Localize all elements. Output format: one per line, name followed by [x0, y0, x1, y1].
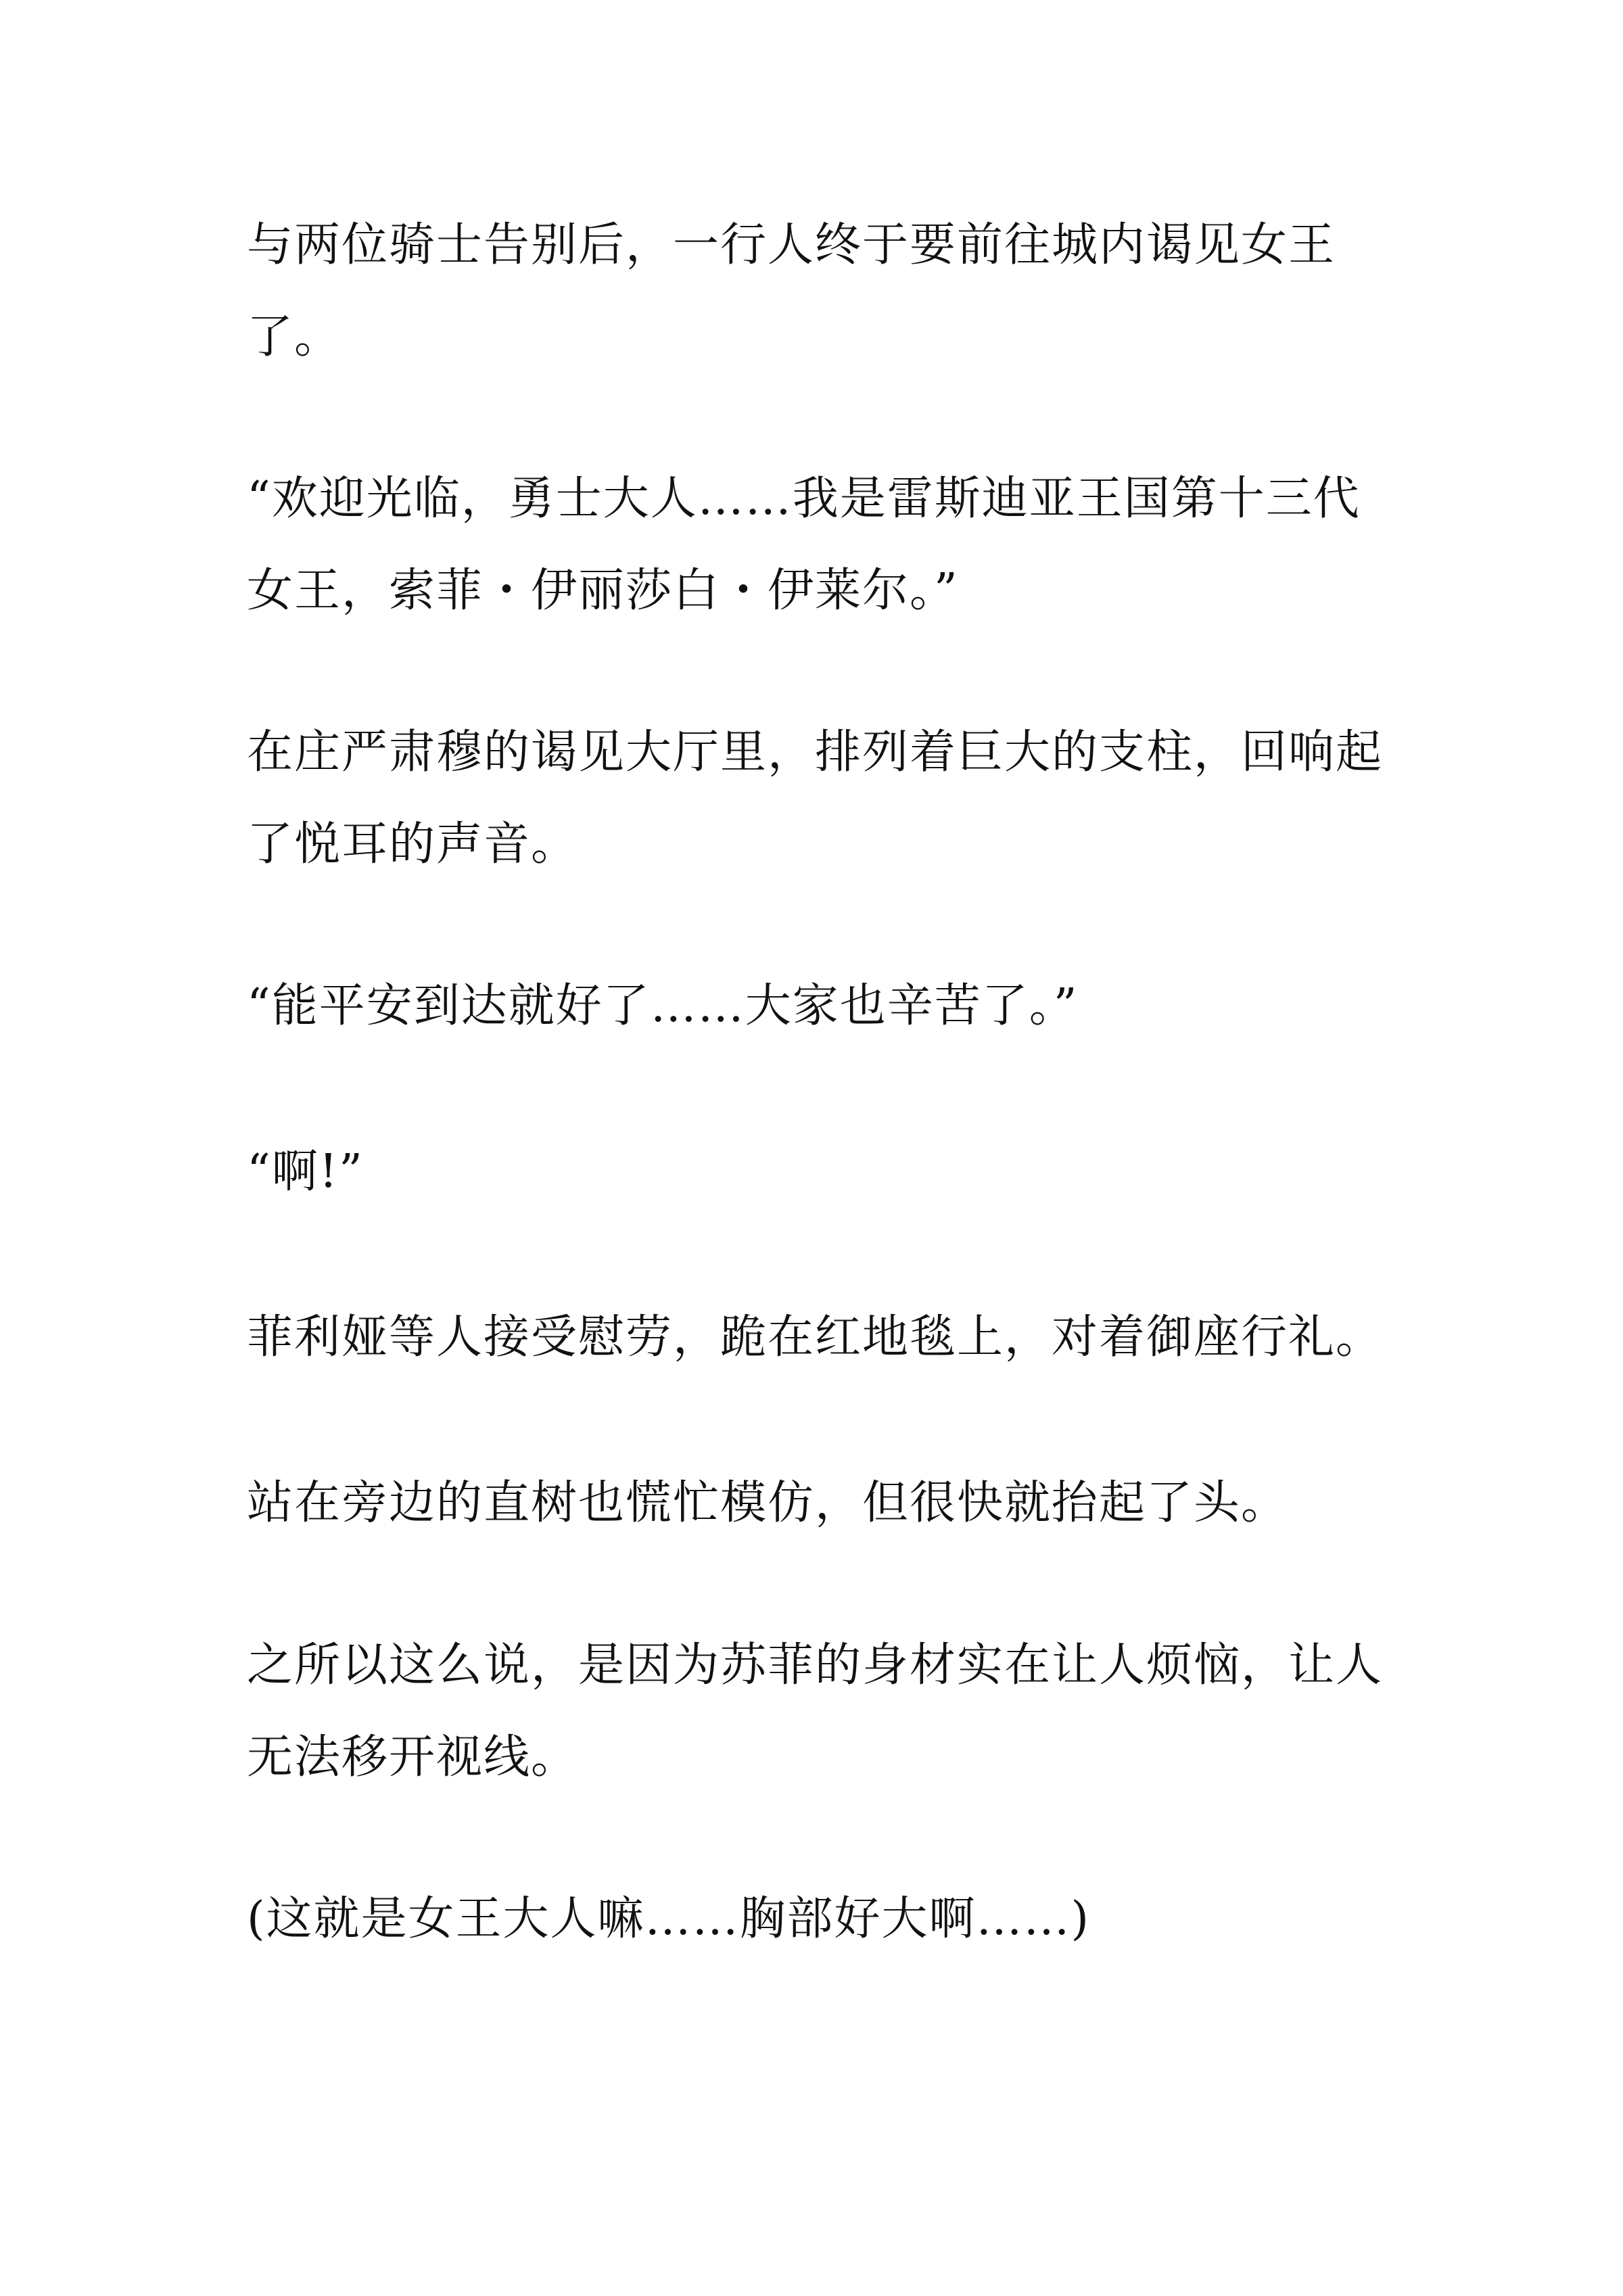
paragraph: 站在旁边的直树也慌忙模仿，但很快就抬起了头。	[247, 1476, 1289, 1530]
paragraph: 与两位骑士告别后，一行人终于要前往城内谒见女王了。	[247, 218, 1336, 364]
dialogue-paragraph: “能平安到达就好了……大家也辛苦了。”	[247, 979, 1079, 1033]
inner-thought-paragraph: (这就是女王大人嘛……胸部好大啊……)	[247, 1892, 1091, 1946]
dialogue-paragraph: “欢迎光临，勇士大人……我是雷斯迪亚王国第十三代女王，索菲・伊丽莎白・伊莱尔。”	[247, 472, 1361, 617]
dialogue-paragraph: “啊!”	[247, 1145, 364, 1198]
paragraph: 在庄严肃穆的谒见大厅里，排列着巨大的支柱，回响起了悦耳的声音。	[247, 726, 1384, 871]
paragraph: 之所以这么说，是因为苏菲的身材实在让人烦恼，让人无法移开视线。	[247, 1639, 1384, 1784]
paragraph: 菲利娅等人接受慰劳，跪在红地毯上，对着御座行礼。	[247, 1311, 1384, 1364]
